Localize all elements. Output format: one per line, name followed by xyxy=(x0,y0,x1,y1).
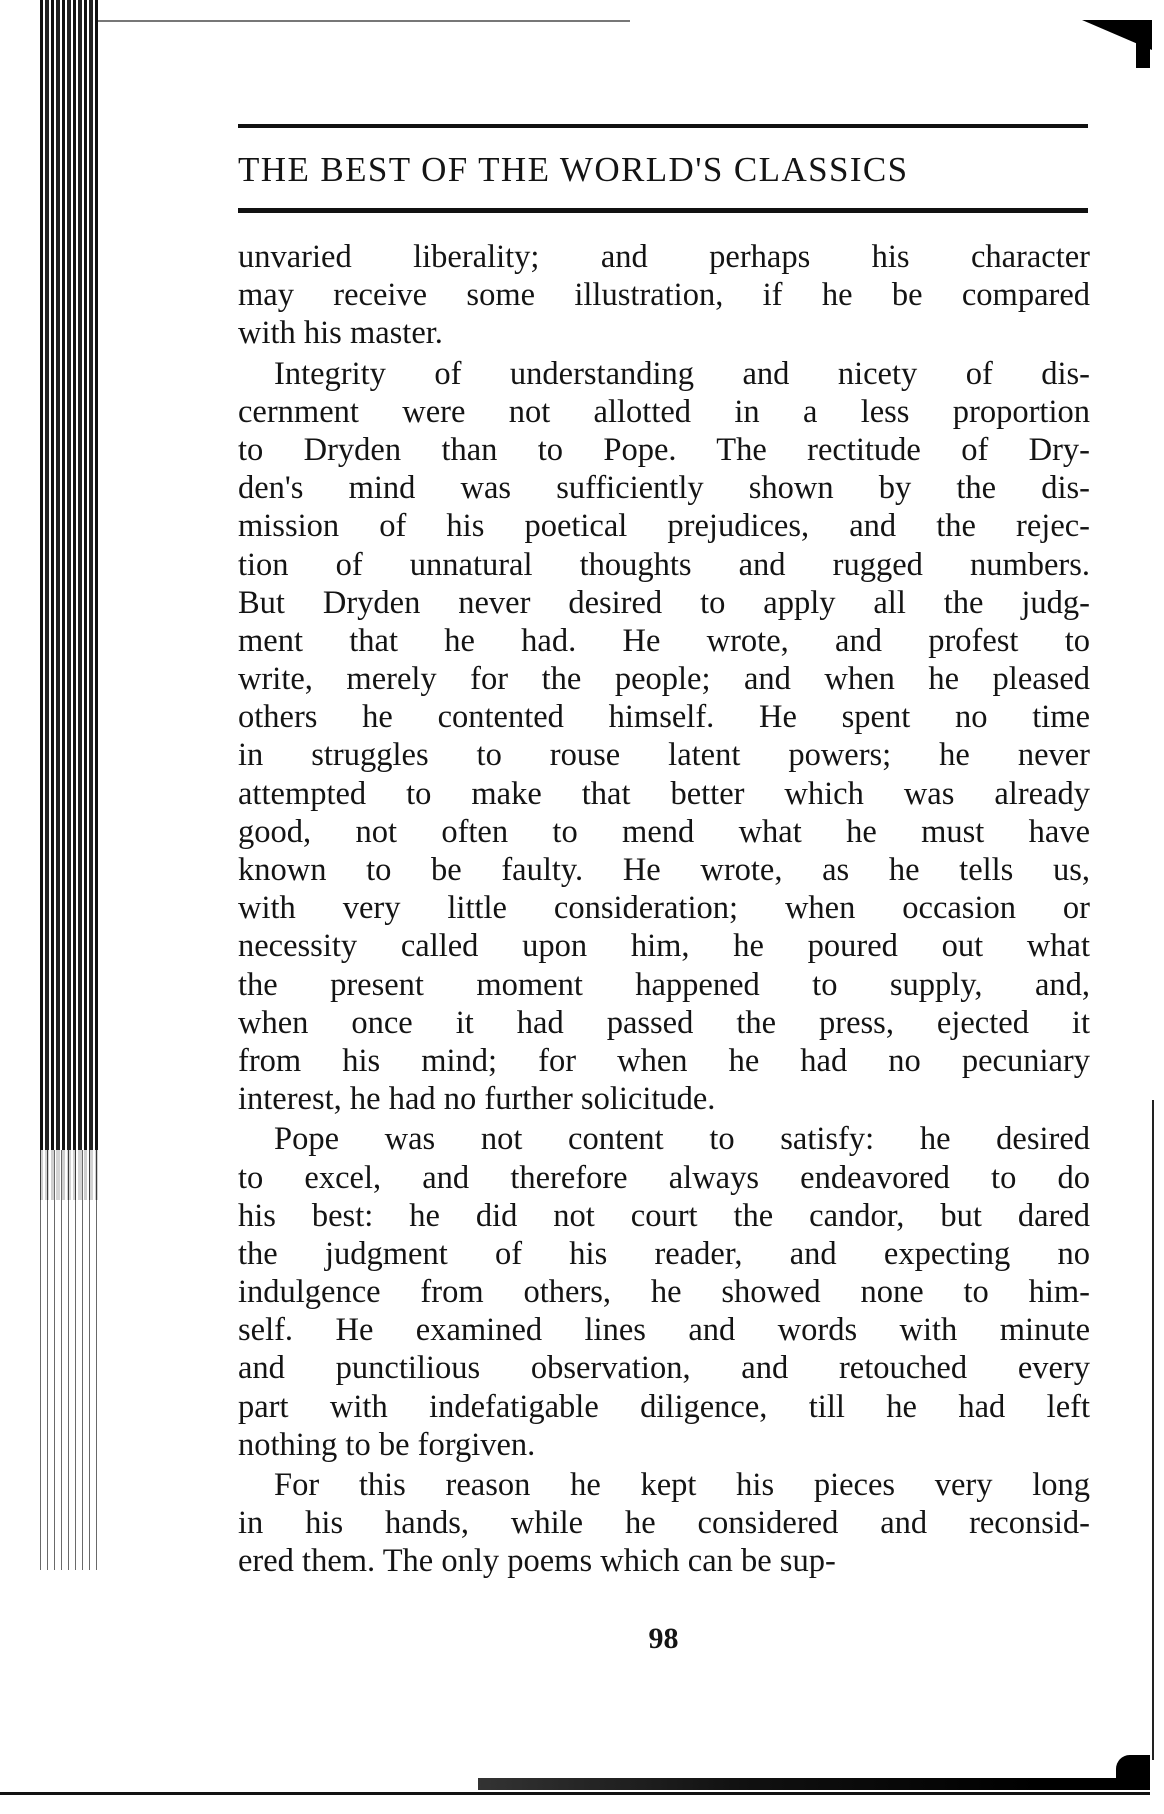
paragraph xyxy=(238,355,1090,1119)
text-line: Pope was not content to satisfy: he desired xyxy=(274,1121,1090,1158)
text-line: necessity called upon him, he poured out what xyxy=(238,928,1090,965)
text-line: tion of unnatural thoughts and rugged numbers. xyxy=(238,546,1090,583)
page-right-edge xyxy=(1152,1100,1154,1760)
text-line: to Dryden than to Pope. The rectitude of Dry- xyxy=(238,431,1090,468)
text-line: ment that he had. He wrote, and profest to xyxy=(238,622,1090,659)
text-line: indulgence from others, he showed none to him- xyxy=(238,1274,1090,1311)
text-line: cernment were not allotted in a less proportion xyxy=(238,393,1090,430)
text-line: nothing to be forgiven. xyxy=(238,1426,536,1463)
text-line: mission of his poetical prejudices, and the rejec- xyxy=(238,508,1090,545)
paragraph xyxy=(238,238,1090,353)
text-line: the judgment of his reader, and expecting no xyxy=(238,1235,1090,1272)
text-line: den's mind was sufficiently shown by the dis- xyxy=(238,470,1090,507)
text-line: But Dryden never desired to apply all the judg- xyxy=(238,584,1090,621)
text-line: unvaried liberality; and perhaps his character xyxy=(238,239,1090,275)
text-line: with his master. xyxy=(238,315,443,352)
paragraph xyxy=(238,1120,1090,1464)
text-line: good, not often to mend what he must have xyxy=(238,813,1090,850)
text-line: interest, he had no further solicitude. xyxy=(238,1081,716,1118)
text-line: write, merely for the people; and when he pleased xyxy=(238,661,1090,698)
text-line: may receive some illustration, if he be compared xyxy=(238,277,1090,314)
text-line: and punctilious observation, and retouched every xyxy=(238,1350,1090,1387)
text-line: in struggles to rouse latent powers; he never xyxy=(238,737,1090,774)
text-line: from his mind; for when he had no pecuniary xyxy=(238,1042,1090,1079)
text-line: ered them. The only poems which can be sup- xyxy=(238,1543,836,1580)
text-line: when once it had passed the press, ejected it xyxy=(238,1004,1090,1041)
text-line: part with indefatigable diligence, till he had left xyxy=(238,1388,1090,1425)
page-top-edge xyxy=(40,20,630,22)
corner-mark-tail xyxy=(1136,20,1150,68)
text-line: his best: he did not court the candor, but dared xyxy=(238,1197,1090,1234)
running-head: THE BEST OF THE WORLD'S CLASSICS xyxy=(238,150,909,189)
bottom-scan-smudge xyxy=(478,1778,1138,1790)
text-line: Integrity of understanding and nicety of dis- xyxy=(274,355,1090,392)
text-line: known to be faulty. He wrote, as he tells us, xyxy=(238,852,1090,888)
text-line: attempted to make that better which was already xyxy=(238,775,1090,812)
bottom-scan-corner xyxy=(1116,1755,1150,1790)
text-line: For this reason he kept his pieces very long xyxy=(274,1467,1090,1503)
page-bottom-edge xyxy=(0,1792,1150,1795)
text-line: with very little consideration; when occasion or xyxy=(238,890,1090,927)
page-number: 98 xyxy=(648,1622,679,1655)
text-line: self. He examined lines and words with minute xyxy=(238,1312,1090,1349)
header-rule-top xyxy=(238,124,1088,128)
text-line: others he contented himself. He spent no time xyxy=(238,699,1090,736)
text-line: to excel, and therefore always endeavored to do xyxy=(238,1159,1090,1196)
header-rule-bottom xyxy=(238,208,1088,213)
paragraph xyxy=(238,1466,1090,1581)
binding-edge xyxy=(40,0,98,1200)
text-line: in his hands, while he considered and reconsid- xyxy=(238,1505,1090,1542)
body-text xyxy=(238,238,1090,1581)
text-line: the present moment happened to supply, and, xyxy=(238,966,1090,1003)
binding-edge-fade xyxy=(40,1150,98,1570)
